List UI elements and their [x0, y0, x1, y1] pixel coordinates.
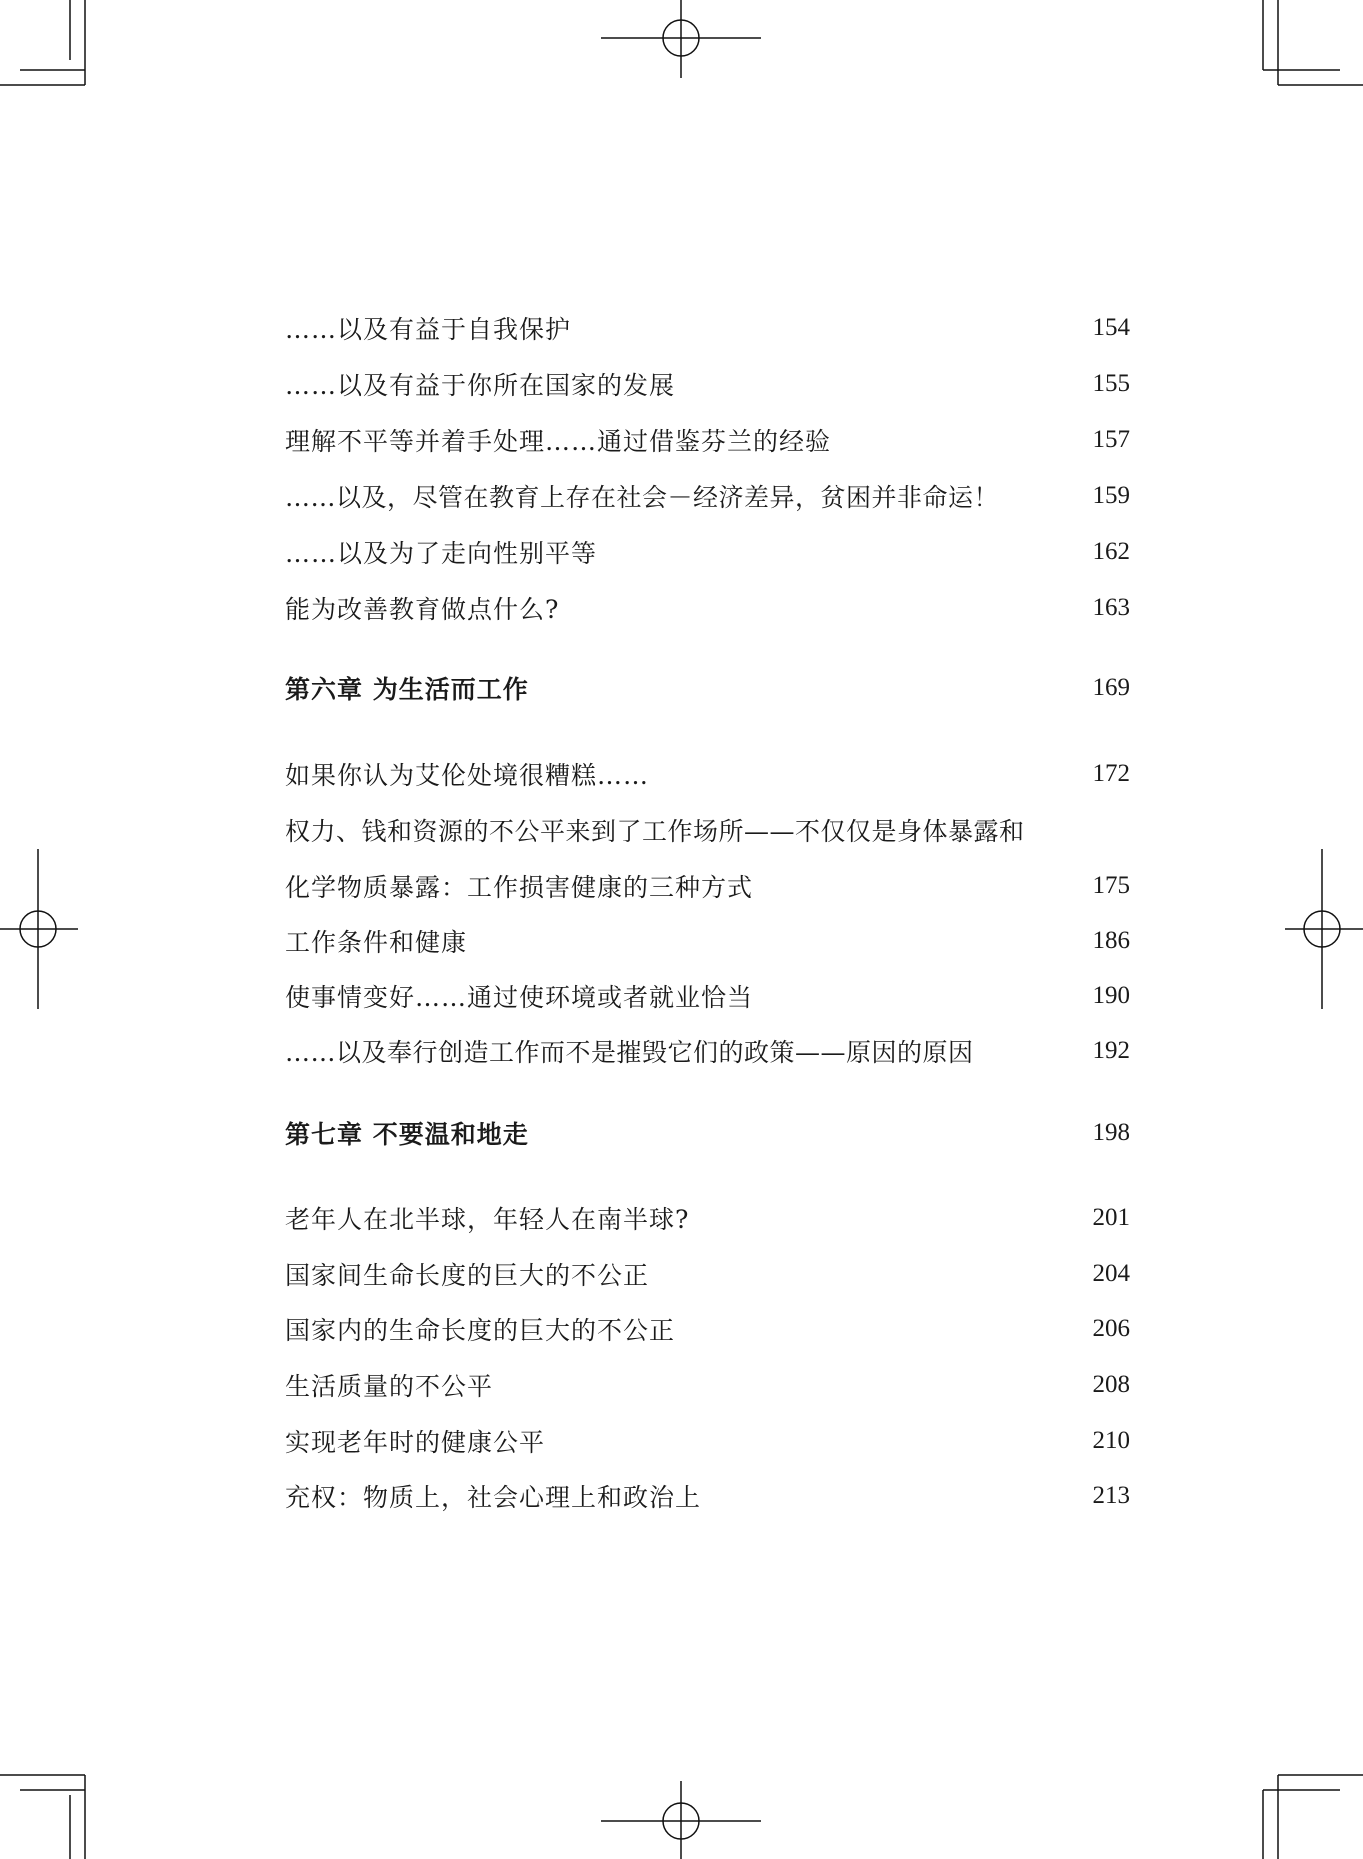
- toc-entry-page: 204: [1092, 1260, 1130, 1287]
- toc-entry-title: 工作条件和健康: [285, 928, 468, 957]
- toc-entry-title: ……以及有益于自我保护: [285, 315, 572, 344]
- toc-entry[interactable]: [285, 306, 1130, 350]
- toc-entry-title: 使事情变好……通过使环境或者就业恰当: [285, 983, 754, 1012]
- toc-entry-page: 155: [1092, 370, 1130, 397]
- toc-entry[interactable]: [285, 1252, 1130, 1296]
- toc-entry-page: 190: [1092, 982, 1130, 1009]
- toc-entry-page: 172: [1092, 760, 1130, 787]
- toc-entry-title: 充权：物质上，社会心理上和政治上: [285, 1483, 702, 1512]
- toc-entry-title: 老年人在北半球，年轻人在南半球?: [285, 1205, 690, 1234]
- toc-entry-page: 208: [1092, 1371, 1130, 1398]
- toc-entry[interactable]: [285, 1196, 1130, 1240]
- toc-entry-title: 生活质量的不公平: [285, 1372, 494, 1401]
- toc-entry-page: 159: [1092, 482, 1130, 509]
- toc-entry[interactable]: [285, 530, 1130, 574]
- toc-entry-page: 163: [1092, 594, 1130, 621]
- toc-entry-page: 213: [1092, 1482, 1130, 1509]
- toc-entry-title: 国家内的生命长度的巨大的不公正: [285, 1316, 676, 1345]
- toc-entry-page: 157: [1092, 426, 1130, 453]
- chapter-page: 198: [1092, 1119, 1130, 1146]
- toc-entry[interactable]: [285, 1307, 1130, 1351]
- toc-entry-page: 201: [1092, 1204, 1130, 1231]
- toc-entry[interactable]: [285, 474, 1130, 518]
- toc-entry[interactable]: [285, 752, 1130, 796]
- chapter-title: 第六章 为生活而工作: [285, 675, 529, 704]
- toc-entry-title: ……以及有益于你所在国家的发展: [285, 371, 676, 400]
- toc-entry-title: 实现老年时的健康公平: [285, 1428, 546, 1457]
- toc-entry[interactable]: [285, 362, 1130, 406]
- toc-entry-page: 154: [1092, 314, 1130, 341]
- toc-entry-page: 192: [1092, 1037, 1130, 1064]
- table-of-contents: [285, 0, 1130, 1859]
- toc-entry-page: 206: [1092, 1315, 1130, 1342]
- toc-entry-title: 如果你认为艾伦处境很糟糕……: [285, 761, 650, 790]
- toc-entry-title: ……以及为了走向性别平等: [285, 539, 598, 568]
- toc-entry[interactable]: [285, 1029, 1130, 1073]
- toc-entry[interactable]: [285, 808, 1130, 852]
- toc-entry[interactable]: [285, 864, 1130, 908]
- toc-entry-title: 权力、钱和资源的不公平来到了工作场所——不仅仅是身体暴露和: [285, 817, 1025, 846]
- chapter-title: 第七章 不要温和地走: [285, 1120, 529, 1149]
- toc-entry-page: 186: [1092, 927, 1130, 954]
- toc-entry-page: 162: [1092, 538, 1130, 565]
- toc-entry[interactable]: [285, 974, 1130, 1018]
- toc-chapter-7[interactable]: [285, 1111, 1130, 1155]
- toc-entry[interactable]: [285, 1419, 1130, 1463]
- toc-entry[interactable]: [285, 1474, 1130, 1518]
- chapter-page: 169: [1092, 674, 1130, 701]
- toc-entry-title: ……以及奉行创造工作而不是摧毁它们的政策——原因的原因: [285, 1038, 974, 1067]
- toc-entry-title: 化学物质暴露：工作损害健康的三种方式: [285, 873, 754, 902]
- toc-entry[interactable]: [285, 586, 1130, 630]
- toc-chapter-6[interactable]: [285, 666, 1130, 710]
- toc-entry-page: 175: [1092, 872, 1130, 899]
- toc-entry-title: ……以及，尽管在教育上存在社会－经济差异，贫困并非命运！: [285, 483, 1000, 512]
- toc-entry[interactable]: [285, 919, 1130, 963]
- toc-entry-title: 能为改善教育做点什么?: [285, 595, 560, 624]
- toc-entry-page: 210: [1092, 1427, 1130, 1454]
- toc-entry[interactable]: [285, 418, 1130, 462]
- toc-entry-title: 国家间生命长度的巨大的不公正: [285, 1261, 650, 1290]
- toc-entry-title: 理解不平等并着手处理……通过借鉴芬兰的经验: [285, 427, 832, 456]
- toc-entry[interactable]: [285, 1363, 1130, 1407]
